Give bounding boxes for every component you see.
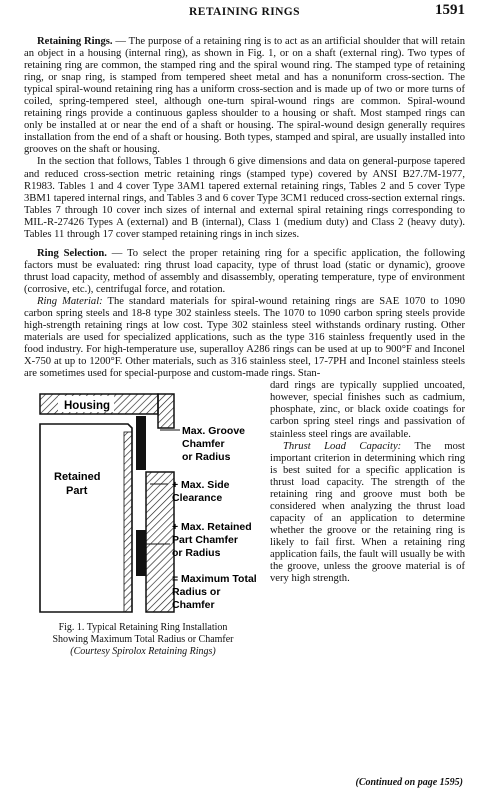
retained-chamfer-label-3: or Radius (172, 547, 221, 560)
ring-material-text: The standard materials for spiral-wound retaining rings are SAE 1070 to 1090 carbon spring steels and 18-8 type 302 stainless steels. The 1070 to 1090 carbon spring steels provide high-strength retaining rings at low cost. Type 302 stainless steel withstands ordinary rusting. Other materials are used for specialized applications, such as the type 316 stainless frequently used in the food industry. For high-temperature use, superalloy A286 rings can be used at up to 900°F and Inconel X-750 at up to 1200°F. Other materials, such as 316 stainless steel, 17-7PH and Inconel stainless steels are sometimes used for special-purpose and custom-made rings. Stan- (24, 295, 465, 380)
groove-label-1: Max. Groove (182, 425, 246, 438)
tables-overview-paragraph: In the section that follows, Tables 1 through 6 give dimensions and data on general-purpose tapered and reduced cross-section metric retaining rings (stamped type) covered by ANSI B27.7M-1977, R1983. Tables 1 and 4 cover Type 3AM1 tapered external retaining rings, Tables 2 and 5 cover Type 3BM1 tapered internal rings, and Tables 3 and 6 cover Type 3CM1 reduced cross-section external rings. Tables 7 through 10 cover inch sizes of internal and external spiral retaining rings corresponding to MIL-R-27426 Types A (external) and B (internal), Class 1 (medium duty) and Class 2 (heavy duty). Tables 11 through 17 cover stamped retaining rings in inch sizes. (24, 156, 465, 240)
retaining-rings-text: — The purpose of a retaining ring is to act as an artificial shoulder that will retain an object in a housing (internal ring), as shown in Fig. 1, or on a shaft (external ring). Two types of retaining ring are common, the stamped ring and the spiral wound ring. The stamped type of retaining ring, or snap ring, is stamped from tempered sheet metal and has a nonuniform cross-section. The typical spiral-wound retaining ring has a uniform cross-section and is made up of two or more turns of coiled, spring-tempered steel, although one-turn spiral-wound rings are common. Spiral-wound retaining rings provide a continuous gapless shoulder to a housing or shaft. Most stamped rings can only be installed at or near the end of a shaft or housing. The spiral-wound design generally requires installation from the end of a shaft or housing. Both types, stamped and spiral, are usually installed into grooves on the shaft or housing. (24, 36, 465, 156)
running-title: RETAINING RINGS (189, 6, 300, 18)
retained-part-edge (124, 432, 132, 612)
ring-selection-text: — To select the proper retaining ring for a specific application, the following factors must be evaluated: ring thrust load capacity, type of thrust load (static or dynamic), groove thrust load capacity, method of assembly and disassembly, operating temperature, type of environment (corrosive, etc.), centrifugal force, and rotation. (24, 247, 465, 295)
retaining-rings-paragraph (24, 36, 465, 156)
figure-1 (24, 380, 262, 662)
page-number: 1591 (435, 2, 465, 18)
ring-selection-paragraph (24, 248, 465, 296)
ring-section-upper (136, 416, 146, 470)
retained-chamfer-label-1: + Max. Retained (172, 521, 252, 534)
ring-section-lower (136, 530, 146, 576)
side-column (270, 380, 465, 585)
page-header (24, 0, 465, 22)
caption-line-2: Showing Maximum Total Radius or Chamfer (52, 634, 234, 646)
housing-lower (146, 472, 174, 612)
groove-label-2: Chamfer (182, 438, 225, 451)
side-label-2: Clearance (172, 492, 223, 505)
retained-chamfer-label-2: Part Chamfer (172, 534, 238, 547)
ring-material-paragraph (24, 296, 465, 380)
retained-part-label-1: Retained (54, 471, 101, 484)
side-label-1: + Max. Side (172, 479, 230, 492)
continued-note: (Continued on page 1595) (355, 777, 463, 788)
thrust-load-text: The most important criterion in determining which ring is best suited for a specific application is thrust load capacity. The strength of the retaining ring and groove must both be considered when analyzing the thrust load capacity of an application to determine whether the groove or the retaining ring is likely to fail first. When a retaining ring application fails, the fault will usually be with the groove, unless the groove material is of very high strength. (270, 440, 465, 585)
section-heading-ring-selection: Ring Selection. (37, 247, 107, 259)
retained-part-label-2: Part (66, 485, 88, 498)
figure-caption (24, 622, 262, 658)
thrust-load-paragraph (270, 441, 465, 586)
retained-part-outline (40, 424, 132, 612)
housing-step (158, 394, 174, 428)
total-label-1: = Maximum Total (172, 573, 257, 586)
figure-credit: (Courtesy Spirolox Retaining Rings) (70, 646, 216, 658)
total-label-2: Radius or (172, 586, 221, 599)
groove-label-3: or Radius (182, 451, 231, 464)
caption-line-1: Fig. 1. Typical Retaining Ring Installation (58, 622, 228, 634)
thrust-load-heading: Thrust Load Capacity: (283, 440, 402, 452)
section-heading-retaining-rings: Retaining Rings. (37, 36, 113, 47)
retaining-ring-diagram (24, 380, 262, 620)
ring-material-continued: dard rings are typically supplied uncoated, however, special finishes such as cadmium, phosphate, zinc, or black oxide coatings for carbon spring steel rings and passivation of stainless steel rings are available. (270, 380, 465, 440)
figure-region (24, 380, 465, 662)
total-label-3: Chamfer (172, 599, 215, 612)
ring-material-heading: Ring Material: (37, 295, 103, 307)
housing-label: Housing (64, 400, 110, 413)
